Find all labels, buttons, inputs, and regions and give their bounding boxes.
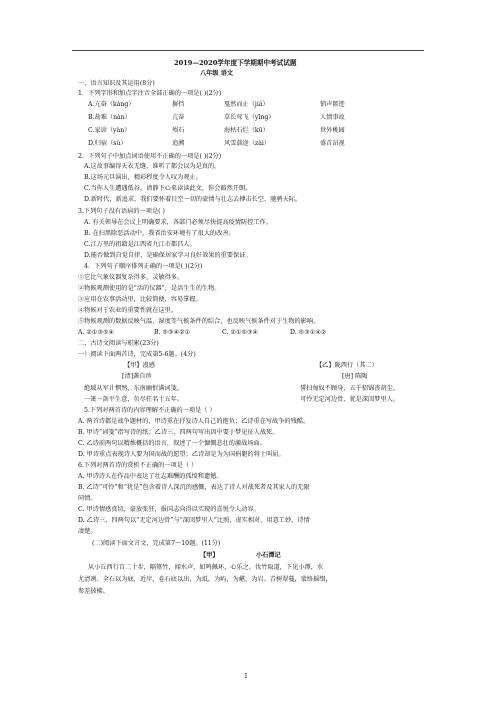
q1-row-c-c3: 海枯石烂（kū）: [224, 127, 269, 134]
q2-option-c: C.当你人生遭遇低谷，请静下心来读读此文，你会豁然开朗。: [84, 185, 252, 192]
q6-option-b: B. 乙诗“可怜”和“犹是”包含着诗人深沉的感慨，表达了诗人对战死者及其家人的无限: [78, 484, 310, 491]
q1-row-c-c4: 世外桃园: [320, 127, 345, 134]
q4-sentence-1: ①它比气象仪器复杂得多，灵敏得多。: [78, 274, 184, 281]
q1-row-a-c2: 摒挡: [172, 101, 185, 108]
q4-answer-c: C. ②①⑤③④: [222, 329, 259, 336]
q5-option-b: B. 甲诗“词笺”指写诗的纸；乙诗三、四两句写出因中要于梦见征人战死。: [78, 429, 279, 436]
q1-row-b-c3: 草长莺飞（yīng）: [224, 114, 275, 121]
q4-sentence-4: ④物候对于农业的重要性就在这里。: [78, 307, 177, 314]
q1-row-d-c2: 追溯: [172, 140, 185, 147]
q6-option-d-cont: 凄楚。: [78, 528, 97, 535]
q1-row-a-c4: 销声匿迹: [320, 101, 345, 108]
q1-row-c-c1: C.家谚（yàn）: [88, 127, 131, 134]
section2-heading: 二、古诗文阅读与积累(23分): [78, 340, 159, 347]
exam-subtitle: 八年级 语文: [200, 70, 234, 77]
q3-option-d: D.能否做到自觉自律，是确保居家学习良好效果的重要保证。: [84, 252, 252, 259]
poem-b-line-1: 誓扫匈奴不顾身，五千貂锦丧胡尘。: [300, 385, 399, 392]
section1-heading: 一、语言知识及其运用(8分): [78, 80, 155, 87]
q1-row-d-c4: 盛首昂视: [320, 140, 345, 147]
q5-option-a: A. 两首诗都是战争题材的，甲诗重在抒发诗人自己的抱负；乙诗重在写战争的残酷。: [78, 418, 310, 425]
q5-option-c: C. 乙诗前两句以精炼概括的语言，叙述了一个慷慨悲壮的激战场面。: [78, 440, 266, 447]
part2-instruction: (二)阅读下面文言文，完成第7～10题。(11分): [92, 540, 221, 547]
passage-title: 小石潭记: [256, 552, 281, 559]
q4-stem: 4．下列句子顺序排列正确的一项是( )(2分): [84, 263, 203, 270]
q3-stem: 3.下列句子没有语病的一项是( ): [78, 208, 165, 215]
q1-row-b-c4: 人情事故: [320, 114, 345, 121]
poem-b-label: 【乙】陇西行（其二）: [316, 362, 378, 369]
q1-row-a-c1: A.亢奋（kàng）: [88, 101, 135, 108]
q5-option-d: D. 甲诗重点表现诗人要为国而战的愿望；乙诗却是为为国捐躯的将士叫屈。: [78, 451, 285, 458]
q2-option-d: D.新时代，新追求，我们要怀着目空一切的豪情与壮志去搏击长空、驰骋天际。: [84, 196, 302, 203]
passage-line-2: 尤清冽。全石以为底，近岸，卷石底以出，为坻，为屿，为嵁，为岩。青树翠蔓，蒙络摇缀，: [78, 576, 332, 583]
poem-a-author: [清]龚自珍: [122, 373, 152, 380]
header-rule: [72, 50, 424, 51]
passage-line-1: 从小丘西行百二十步，隔篁竹，闻水声，如鸣佩环，心乐之。伐竹取道，下见小潭，水: [88, 564, 324, 571]
q4-sentence-2: ②物候观测使用的是“活的仪器”，是活生生的生物。: [78, 285, 221, 292]
q2-option-a: A.这故事编得天衣无缝，谁听了都会以为是真的。: [84, 163, 221, 170]
poem-b-line-2: 可怜无定河边骨，犹是深闺梦里人。: [300, 396, 399, 403]
q6-stem: 6.下列对两首诗的赏析不正确的一项是（ ）: [78, 462, 198, 469]
q1-row-a-c3: 戛然而止（jiá）: [224, 101, 269, 108]
passage-label: 【甲】: [200, 552, 219, 559]
part1-instruction: 一）阅读下面两首诗，完成第5-6题。(4分): [78, 351, 196, 358]
q6-option-a: A. 甲诗诗人在作品中表达了壮志难酬的孤愤和遗憾。: [78, 473, 223, 480]
q2-stem: 2．下列句子中加点词语使用不正确的一项是( )(2分): [78, 153, 222, 160]
q1-row-b-c1: B.劫难（nàn）: [88, 114, 131, 121]
page-number: 1: [244, 673, 248, 680]
q4-sentence-3: ③应用在农事活动里，比较简便，容易掌握。: [78, 296, 202, 303]
q6-option-b-cont: 同情。: [78, 495, 97, 502]
q4-answer-a: A. ②①③⑤④: [78, 329, 115, 336]
q1-row-d-c3: 风雪载途（zài）: [224, 140, 271, 147]
q3-option-c: C.江万里的祖籍是江西省九江市都昌人。: [84, 241, 196, 248]
q1-row-d-c1: D.归宿（sù）: [88, 140, 127, 147]
q3-option-a: A. 有关领导在会议上明确要求，各部门必须尽快提高疫情防控工作。: [84, 219, 272, 226]
exam-title: 2019—2020学年度下学期期中考试试题: [174, 59, 297, 67]
poem-a-line-2: 一箫一剑平生意，负尽狂名十五年。: [84, 396, 183, 403]
q1-row-c-c2: 殒石: [172, 127, 185, 134]
q4-sentence-5: ⑤物候观测的数据反映气温、湿度等气候条件的综合，也反映气候条件对于生物的影响。: [78, 318, 320, 325]
poem-b-author: [唐] 陈陶: [342, 373, 368, 380]
q2-option-b: B.这场元旦演出，精彩程度令人叹为观止。: [84, 174, 202, 181]
passage-line-3: 参差披拂。: [78, 588, 109, 595]
q5-stem: 5.下列对两首诗的内容理解不正确的一项是（ ）: [84, 407, 216, 414]
poem-a-line-1: 绝域从军计惘然，东南幽恨满词笺。: [84, 385, 183, 392]
q6-option-d: D. 乙诗三、四两句以“无定河边骨”与“深闺梦里人”比照，虚实相对，用意工妙，诗情: [78, 517, 310, 524]
q6-option-c: C. 甲诗情感真切，豪放张狂，报国志向得以实现的喜悦令人动容。: [78, 506, 260, 513]
q3-option-b: B. 在扫黑除恶活动中，我省治安环境有了很大的改善。: [84, 230, 235, 237]
poem-a-label: 【甲】漫感: [124, 362, 155, 369]
q1-row-b-c2: 亢奋: [172, 114, 185, 121]
q1-stem: 1．下列字形和加点字注音全部正确的一项是( )(2分): [78, 90, 222, 97]
q4-answer-b: B. ⑤③④②①: [154, 329, 191, 336]
q4-answer-d: D. ⑤③①④②: [290, 329, 327, 336]
